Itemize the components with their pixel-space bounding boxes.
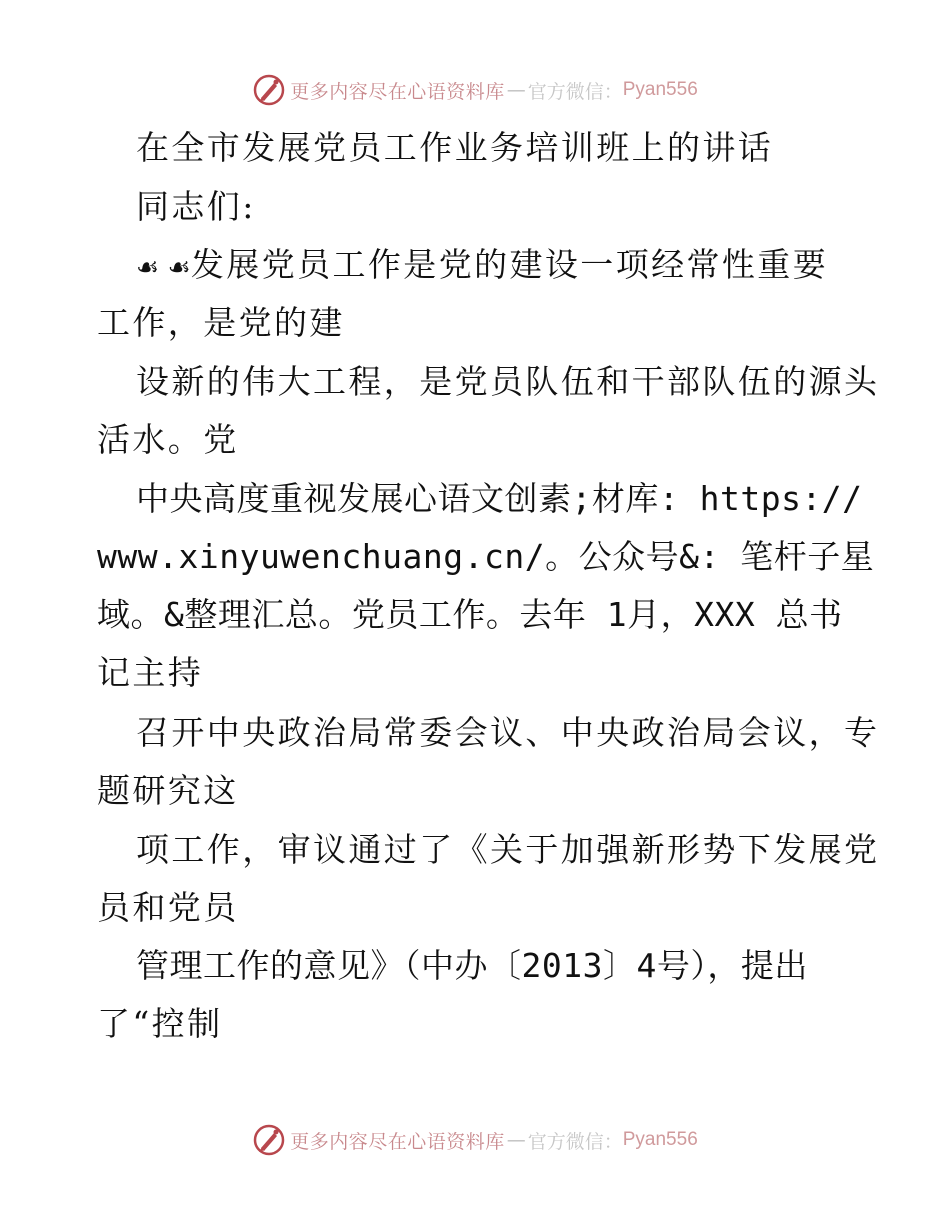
paragraph-line: 工作，是党的建 xyxy=(97,303,345,342)
paragraph-line: 召开中央政治局常委会议、中央政治局会议，专 xyxy=(136,713,880,752)
watermark-separator: — xyxy=(506,1129,526,1151)
pen-logo-icon xyxy=(252,1123,286,1157)
paragraph-line: 记主持 xyxy=(97,653,204,692)
watermark-banner-bottom xyxy=(0,1120,950,1160)
watermark-wechat-label: 官方微信： xyxy=(527,80,623,103)
paragraph-line: 中央高度重视发展心语文创素;材库: https:// xyxy=(136,479,863,518)
watermark-separator: — xyxy=(506,79,526,101)
paragraph-line: 管理工作的意见》（中办〔2013〕4号），提出 xyxy=(136,946,808,985)
paragraph-line: 员和党员 xyxy=(97,888,239,927)
paragraph-text: 发展党员工作是党的建设一项经常性重要 xyxy=(190,245,829,284)
watermark-site-text: 更多内容尽在心语资料库 xyxy=(290,1130,505,1153)
paragraph-line: 活水。党 xyxy=(97,420,239,459)
watermark-wechat-id: Pyan556 xyxy=(622,79,698,100)
paragraph-line: www.xinyuwenchuang.cn/。公众号&: 笔杆子星 xyxy=(97,537,875,576)
paragraph-line: 域。&整理汇总。党员工作。去年 1月，XXX 总书 xyxy=(97,595,843,634)
paragraph-line: 项工作，审议通过了《关于加强新形势下发展党 xyxy=(136,830,880,869)
watermark-wechat-label: 官方微信： xyxy=(527,1130,623,1153)
document-title: 在全市发展党员工作业务培训班上的讲话 xyxy=(136,128,774,167)
watermark-site-text: 更多内容尽在心语资料库 xyxy=(290,80,505,103)
pen-logo-icon xyxy=(252,73,286,107)
salutation: 同志们: xyxy=(136,187,256,226)
paragraph-line: 设新的伟大工程，是党员队伍和干部队伍的源头 xyxy=(136,362,880,401)
paragraph-line xyxy=(136,245,828,288)
floral-ornament-icon: ☙ ☙ xyxy=(136,253,191,283)
paragraph-line: 题研究这 xyxy=(97,771,239,810)
watermark-wechat-id: Pyan556 xyxy=(622,1129,698,1150)
watermark-banner-top xyxy=(0,70,950,110)
paragraph-line: 了“控制 xyxy=(97,1004,223,1043)
